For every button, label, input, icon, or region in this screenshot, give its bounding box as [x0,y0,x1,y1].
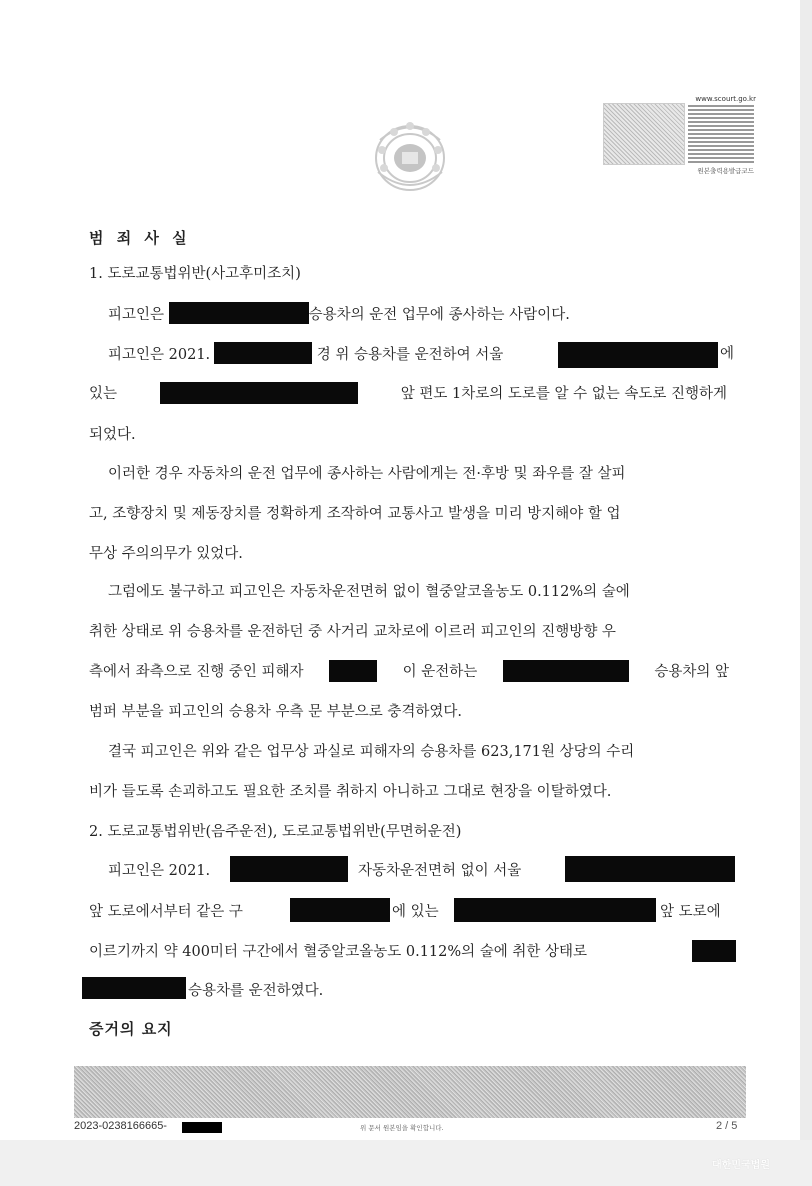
redaction [329,660,377,682]
verification-code-box [603,103,685,165]
redaction [503,660,629,682]
paragraph-line-end: 에 [720,346,735,362]
redaction [82,977,186,999]
verify-caption: 원본출력용발급코드 [697,167,754,175]
page-number: 2 / 5 [716,1120,738,1132]
redaction [290,898,390,922]
paragraph-line: 앞 도로에 [660,904,721,920]
paragraph-line: 피고인은 2021. 경 위 승용차를 운전하여 서울 [108,342,503,364]
section-heading-evidence: 증거의 요지 [89,1020,173,1038]
paragraph-line: 자동차운전면허 없이 서울 [358,863,522,879]
section-heading-facts: 범 죄 사 실 [89,229,191,247]
paragraph-line: 이러한 경우 자동차의 운전 업무에 종사하는 사람에게는 전·후방 및 좌우를 잘 살피 [108,466,626,482]
redaction [454,898,656,922]
qr-code [688,103,754,163]
redaction [565,856,735,882]
top-margin [0,0,812,60]
paragraph-line: 되었다. [89,427,136,443]
redaction [182,1122,222,1133]
paragraph-line: 측에서 좌측으로 진행 중인 피해자 이 운전하는 승용차의 앞 [89,660,729,682]
paragraph-line: 있는 앞 편도 1차로의 도로를 알 수 없는 속도로 진행하게 [89,382,727,404]
paragraph-line: 피고인은 승용차의 운전 업무에 종사하는 사람이다. [108,302,570,324]
verify-url: www.scourt.go.kr [695,95,756,103]
paragraph-line: 그럼에도 불구하고 피고인은 자동차운전면허 없이 혈중알코올농도 0.112%의 술에 [108,584,630,600]
paragraph-line: 취한 상태로 위 승용차를 운전하던 중 사거리 교차로에 이르러 피고인의 진행방향 우 [89,624,616,640]
paragraph-line: 피고인은 2021. [108,863,211,879]
redaction [558,342,718,368]
item-title-1: 1. 도로교통법위반(사고후미조치) [89,266,301,282]
paragraph-line: 앞 도로에서부터 같은 구 [89,904,243,920]
paragraph-line: 이르기까지 약 400미터 구간에서 혈중알코올농도 0.112%의 술에 취한 상태로 [89,944,588,960]
security-pattern-band [74,1066,746,1118]
paragraph-line: 에 있는 [392,904,439,920]
redaction [169,302,309,324]
paragraph-line: 무상 주의의무가 있었다. [89,546,243,562]
redaction [230,856,348,882]
item-title-2: 2. 도로교통법위반(음주운전), 도로교통법위반(무면허운전) [89,824,462,840]
paragraph-line: 결국 피고인은 위와 같은 업무상 과실로 피해자의 승용차를 623,171원 상당의 수리 [108,744,635,760]
paragraph-line: 고, 조향장치 및 제동장치를 정확하게 조작하여 교통사고 발생을 미리 방지해야 할 업 [89,506,621,522]
redaction [692,940,736,962]
paragraph-line: 승용차를 운전하였다. [188,983,324,999]
document-number: 2023-0238166665- [74,1120,167,1132]
court-brand-watermark: 대한민국법원 [712,1160,770,1171]
footer-note: 위 문서 원본임을 확인합니다. [360,1124,444,1132]
paragraph-line: 비가 들도록 손괴하고도 필요한 조치를 취하지 아니하고 그대로 현장을 이탈하였다. [89,784,612,800]
redaction [160,382,358,404]
page-edge [800,0,812,1186]
paragraph-line: 범퍼 부분을 피고인의 승용차 우측 문 부분으로 충격하였다. [89,704,463,720]
redaction [214,342,312,364]
bottom-strip [0,1140,812,1186]
court-emblem-icon [360,110,460,200]
